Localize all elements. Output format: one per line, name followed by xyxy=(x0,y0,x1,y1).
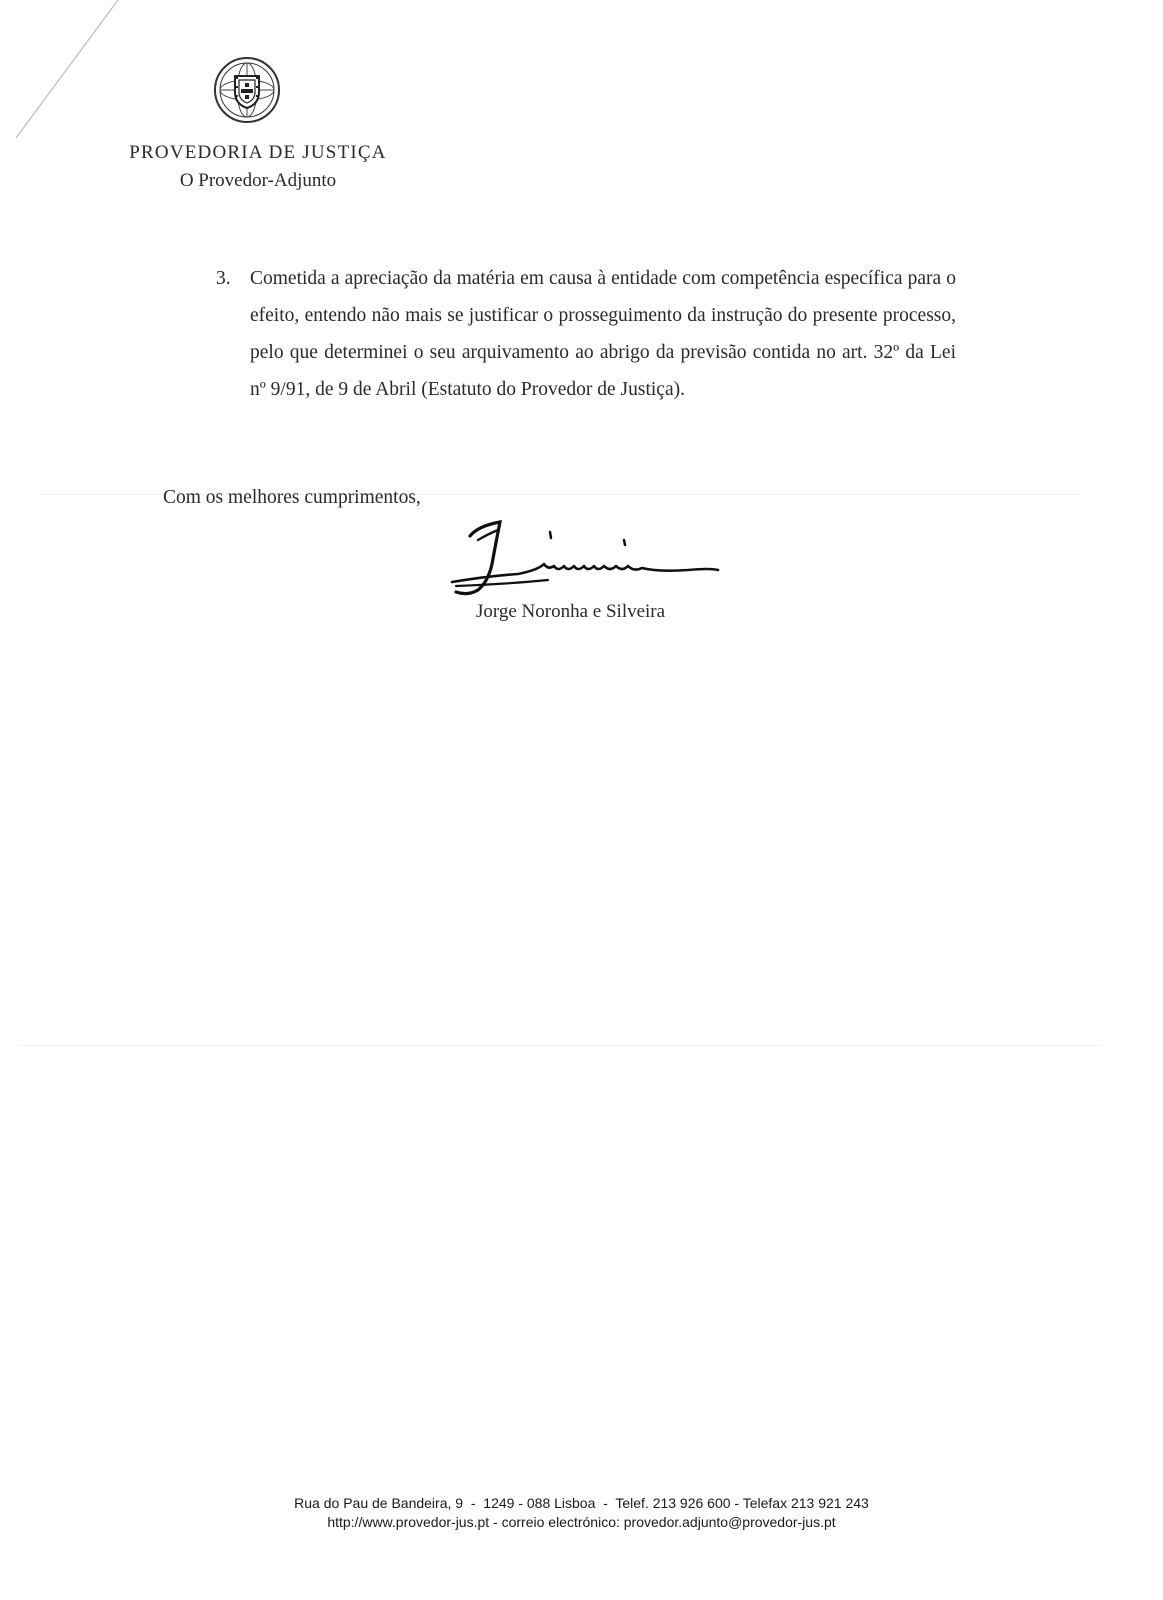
organization-name: PROVEDORIA DE JUSTIÇA xyxy=(129,142,387,163)
footer-contact: http://www.provedor-jus.pt - correio electrónico: provedor.adjunto@provedor-jus.pt xyxy=(327,1514,836,1530)
footer-address: Rua do Pau de Bandeira, 9 - 1249 - 088 Lisboa - Telef. 213 926 600 - Telefax 213 921 243 xyxy=(294,1495,869,1511)
scan-fold-line xyxy=(20,1045,1100,1046)
office-title: O Provedor-Adjunto xyxy=(179,170,337,191)
paragraph-number: 3. xyxy=(216,268,231,289)
closing-salutation: Com os melhores cumprimentos, xyxy=(163,487,421,508)
letterhead-footer xyxy=(0,1494,1163,1532)
paragraph-text: Cometida a apreciação da matéria em causa à entidade com competência específica para o efeito, entendo não mais se justificar o prosseguimento da instrução do presente processo, pelo que determinei o seu arquivamento ao abrigo da previsão contida no art. 32º da Lei nº 9/91, de 9 de Abril (Estatuto do Provedor de Justiça). xyxy=(250,268,956,400)
handwritten-signature xyxy=(448,512,728,608)
scan-corner-mark xyxy=(0,0,130,150)
coat-of-arms-emblem xyxy=(213,56,281,124)
signer-name: Jorge Noronha e Silveira xyxy=(476,601,666,622)
